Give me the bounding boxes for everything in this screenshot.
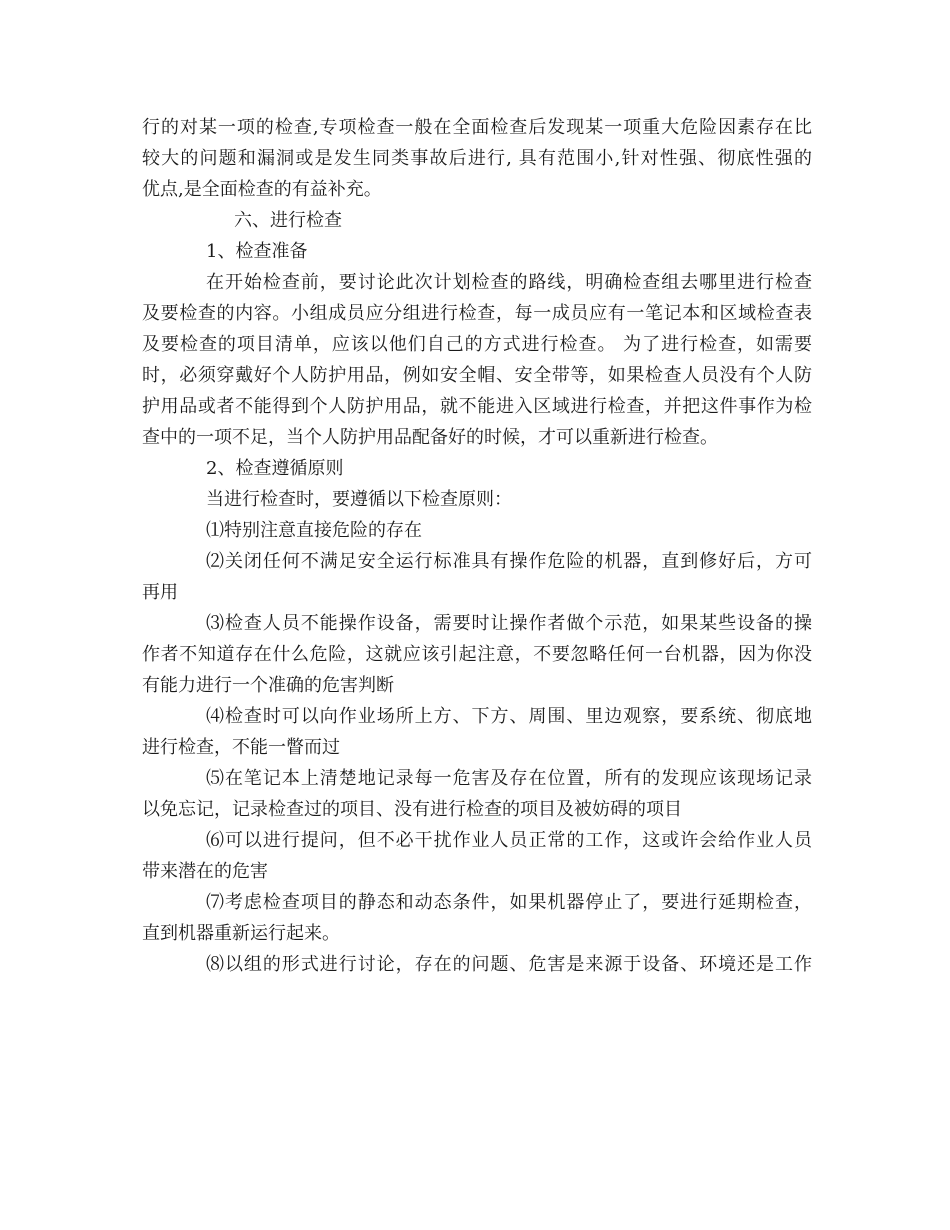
text-line: ⑸在笔记本上清楚地记录每一危害及存在位置，所有的发现应该现场记录 xyxy=(206,768,812,789)
text-line: ⑶检查人员不能操作设备，需要时让操作者做个示范，如果某些设备的操 xyxy=(206,613,812,634)
text-line: 以免忘记，记录检查过的项目、没有进行检查的项目及被妨碍的项目 xyxy=(142,799,682,820)
text-line: 当进行检查时，要遵循以下检查原则： xyxy=(206,489,512,510)
text-line: 作者不知道存在什么危险，这就应该引起注意，不要忽略任何一台机器，因为你没 xyxy=(142,644,812,665)
text-line: 1、检查准备 xyxy=(206,241,308,262)
text-line: ⑴特别注意直接危险的存在 xyxy=(206,520,422,541)
text-line: 及要检查的内容。小组成员应分组进行检查，每一成员应有一笔记本和区域检查表 xyxy=(142,303,812,324)
text-line: 2、检查遵循原则 xyxy=(206,458,344,479)
text-line: ⑷检查时可以向作业场所上方、下方、周围、里边观察，要系统、彻底地 xyxy=(206,706,812,727)
text-line: 行的对某一项的检查,专项检查一般在全面检查后发现某一项重大危险因素存在比 xyxy=(142,117,812,138)
text-line: 较大的问题和漏洞或是发生同类事故后进行, 具有范围小,针对性强、彻底性强的 xyxy=(142,148,812,169)
text-line: 及要检查的项目清单，应该以他们自己的方式进行检查。 为了进行检查，如需要 xyxy=(142,334,812,355)
text-line: 在开始检查前，要讨论此次计划检查的路线，明确检查组去哪里进行检查 xyxy=(206,272,812,293)
text-line: ⑺考虑检查项目的静态和动态条件，如果机器停止了，要进行延期检查， xyxy=(206,892,812,913)
document-body xyxy=(142,112,812,980)
text-line: 直到机器重新运行起来。 xyxy=(142,923,340,944)
text-line: 时，必须穿戴好个人防护用品，例如安全帽、安全带等，如果检查人员没有个人防 xyxy=(142,365,812,386)
text-line: 六、进行检查 xyxy=(234,210,342,231)
text-line: 优点,是全面检查的有益补充。 xyxy=(142,179,382,200)
text-line: ⑹可以进行提问，但不必干扰作业人员正常的工作，这或许会给作业人员 xyxy=(206,830,812,851)
text-line: 再用 xyxy=(142,582,178,603)
text-line: ⑵关闭任何不满足安全运行标准具有操作危险的机器，直到修好后，方可 xyxy=(206,551,812,572)
text-line: 有能力进行一个准确的危害判断 xyxy=(142,675,394,696)
text-line: ⑻以组的形式进行讨论，存在的问题、危害是来源于设备、环境还是工作 xyxy=(206,954,812,975)
text-line: 护用品或者不能得到个人防护用品，就不能进入区域进行检查，并把这件事作为检 xyxy=(142,396,812,417)
text-line: 查中的一项不足，当个人防护用品配备好的时候，才可以重新进行检查。 xyxy=(142,427,718,448)
text-line: 进行检查，不能一瞥而过 xyxy=(142,737,340,758)
text-line: 带来潜在的危害 xyxy=(142,861,268,882)
